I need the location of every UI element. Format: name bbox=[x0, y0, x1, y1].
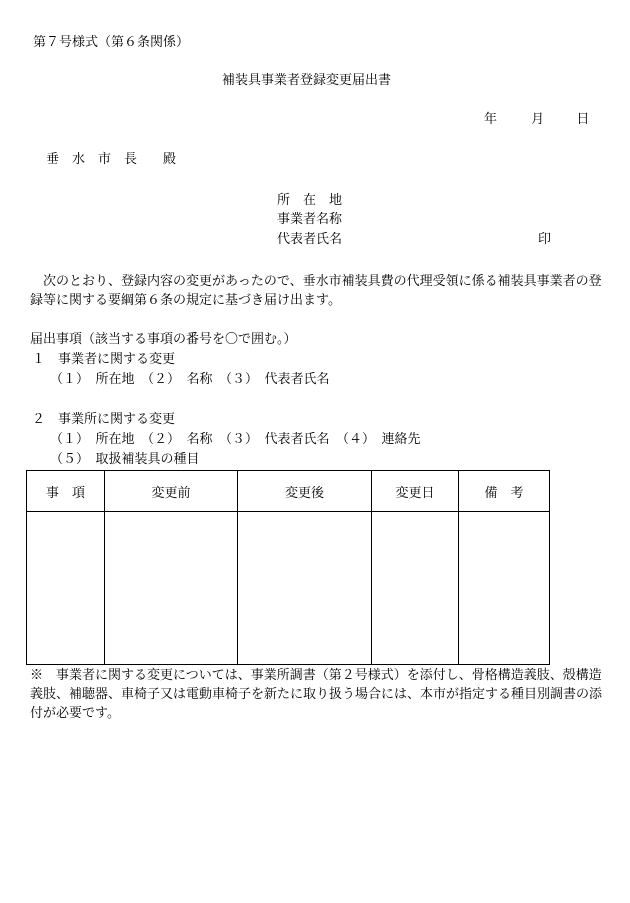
addressee: 垂 水 市 長 殿 bbox=[46, 152, 177, 167]
section2-options-2: （５） 取扱補装具の種目 bbox=[50, 452, 200, 467]
cell-before[interactable] bbox=[105, 512, 238, 665]
header-after: 変更後 bbox=[238, 471, 372, 512]
date-line bbox=[484, 112, 589, 128]
cell-item[interactable] bbox=[27, 512, 105, 665]
table-header-row bbox=[27, 471, 550, 512]
company-name-label: 事業者名称 bbox=[277, 212, 343, 227]
cell-after[interactable] bbox=[238, 512, 372, 665]
section2-heading: ２ 事業所に関する変更 bbox=[32, 412, 176, 427]
section1-options: （１） 所在地 （２） 名称 （３） 代表者氏名 bbox=[50, 372, 330, 387]
section1-heading: １ 事業者に関する変更 bbox=[32, 352, 176, 367]
date-month: 月 bbox=[531, 112, 545, 127]
header-item: 事 項 bbox=[27, 471, 105, 512]
section2-options-1: （１） 所在地 （２） 名称 （３） 代表者氏名 （４） 連絡先 bbox=[50, 432, 421, 447]
header-change-date: 変更日 bbox=[372, 471, 459, 512]
items-heading: 届出事項（該当する事項の番号を〇で囲む。） bbox=[30, 332, 297, 347]
cell-change-date[interactable] bbox=[372, 512, 459, 665]
footnote: ※ 事業者に関する変更については、事業所調書（第２号様式）を添付し、骨格構造義肢、殻構造義肢、補聴器、車椅子又は電動車椅子を新たに取り扱う場合には、本市が指定する種目別調書の添付が必要です。 bbox=[30, 668, 603, 721]
change-table bbox=[26, 470, 550, 665]
seal-mark: 印 bbox=[538, 232, 552, 247]
representative-label: 代表者氏名 bbox=[277, 232, 343, 247]
body-paragraph: 次のとおり、登録内容の変更があったので、垂水市補装具費の代理受領に係る補装具事業者の登録等に関する要綱第６条の規定に基づき届け出ます。 bbox=[30, 274, 602, 308]
address-label: 所 在 地 bbox=[277, 193, 343, 208]
document-title: 補装具事業者登録変更届出書 bbox=[222, 73, 392, 88]
cell-remarks[interactable] bbox=[459, 512, 550, 665]
table-row bbox=[27, 512, 550, 665]
date-year: 年 bbox=[484, 112, 498, 127]
header-remarks: 備 考 bbox=[459, 471, 550, 512]
header-before: 変更前 bbox=[105, 471, 238, 512]
date-day: 日 bbox=[576, 112, 590, 127]
form-label: 第７号様式（第６条関係） bbox=[33, 35, 190, 50]
